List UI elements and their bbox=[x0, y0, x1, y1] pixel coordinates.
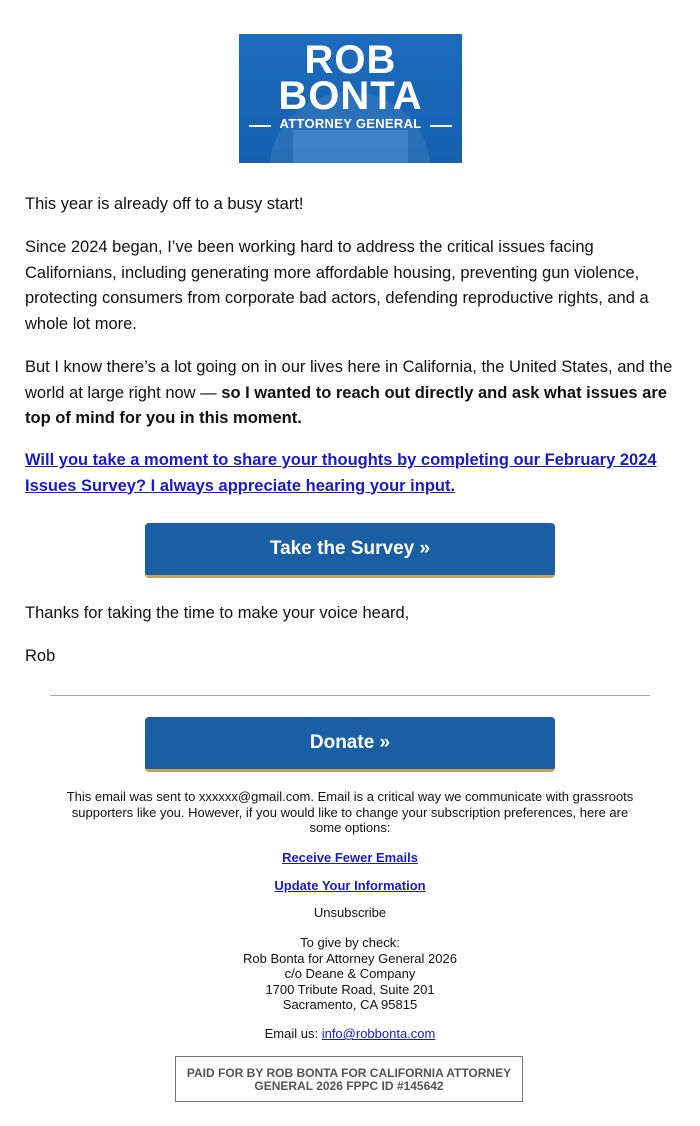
update-information-link[interactable]: Update Your Information bbox=[274, 878, 426, 893]
check-city: Sacramento, CA 95815 bbox=[282, 997, 418, 1012]
rob-bonta-logo bbox=[239, 34, 462, 163]
mailing-address bbox=[0, 935, 700, 1013]
signature: Rob bbox=[25, 647, 56, 665]
unsubscribe-link[interactable]: Unsubscribe bbox=[313, 905, 387, 920]
logo-line-2: BONTA bbox=[278, 74, 423, 118]
check-title: To give by check: bbox=[300, 935, 400, 950]
paid-for-disclaimer: PAID FOR BY ROB BONTA FOR CALIFORNIA ATTORNEY GENERAL 2026 FPPC ID #145642 bbox=[175, 1056, 523, 1102]
check-care-of: c/o Deane & Company bbox=[284, 966, 416, 981]
subscription-notice: This email was sent to xxxxxx@gmail.com. Email is a critical way we communicate with grassroots supporters like you. However, if you would like to change your subscription preferences, here are some options: bbox=[66, 789, 634, 835]
divider bbox=[50, 695, 650, 696]
paragraph-2-bold: so I wanted to reach out directly and ask what issues are top of mind for you in this moment. bbox=[25, 383, 667, 427]
paragraph-2-plain: But I know there’s a lot going on in our lives here in California, the United States, and the world at large right now — bbox=[25, 358, 673, 402]
check-payee: Rob Bonta for Attorney General 2026 bbox=[243, 950, 457, 966]
survey-text-link[interactable]: Will you take a moment to share your thoughts by completing our February 2024 Issues Survey? I always appreciate hearing your input. bbox=[25, 451, 657, 495]
logo-rule-right bbox=[430, 125, 452, 127]
take-survey-button[interactable]: Take the Survey » bbox=[145, 523, 555, 578]
logo-capitol-base bbox=[293, 130, 408, 163]
receive-fewer-emails-link[interactable]: Receive Fewer Emails bbox=[282, 850, 418, 865]
greeting-text: This year is already off to a busy start! bbox=[25, 195, 304, 213]
email-label: Email us: bbox=[264, 1026, 322, 1041]
logo-line-1: ROB bbox=[304, 38, 397, 82]
logo-subtitle: ATTORNEY GENERAL bbox=[279, 116, 422, 131]
paragraph-2 bbox=[25, 355, 675, 432]
donate-button[interactable]: Donate » bbox=[145, 717, 555, 772]
contact-email-line bbox=[0, 1026, 700, 1041]
thanks-text: Thanks for taking the time to make your voice heard, bbox=[25, 604, 410, 622]
contact-email-link[interactable]: info@robbonta.com bbox=[321, 1026, 436, 1041]
check-street: 1700 Tribute Road, Suite 201 bbox=[265, 981, 435, 997]
paragraph-1: Since 2024 began, I’ve been working hard to address the critical issues facing Californians, including generating more affordable housing, preventing gun violence, protecting consumers from corporate bad actors, defending reproductive rights, and a whole lot more. bbox=[25, 238, 649, 333]
